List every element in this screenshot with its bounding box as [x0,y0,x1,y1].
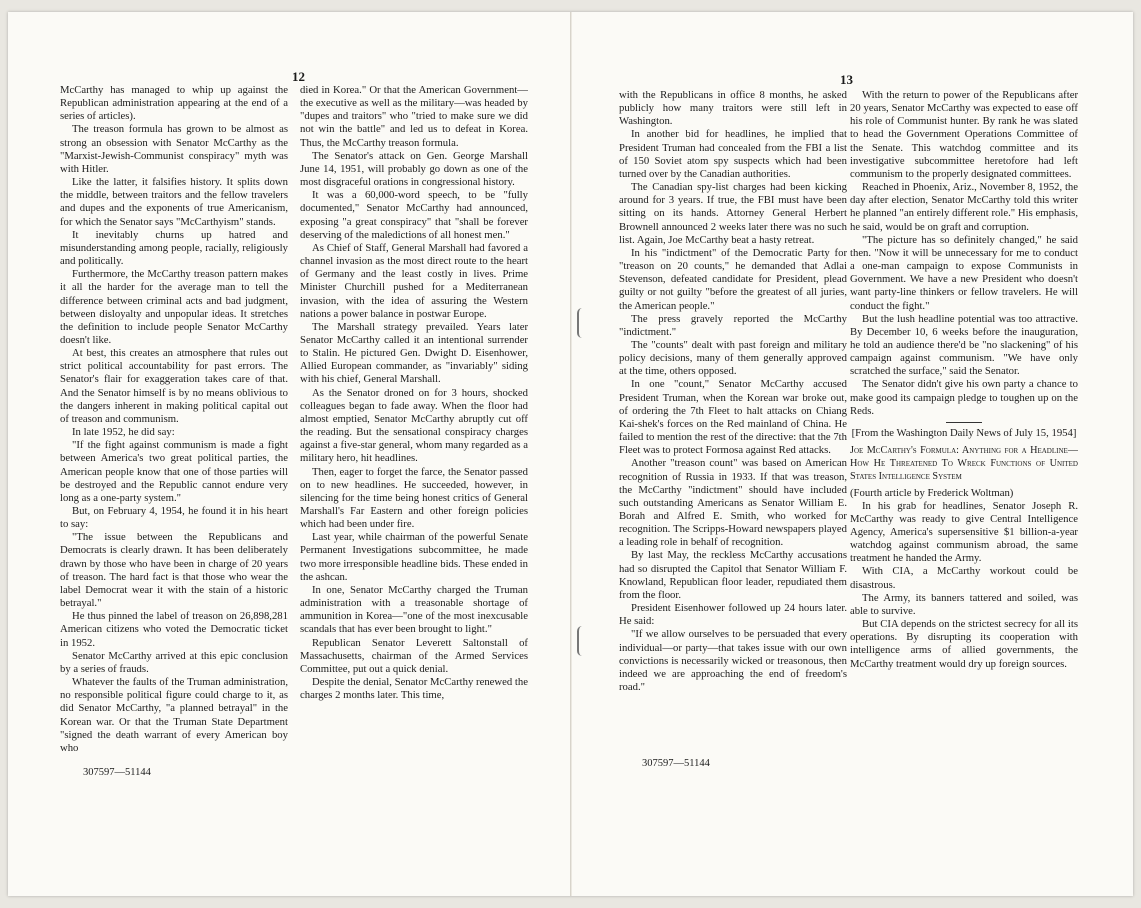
page-number-right: 13 [840,72,853,87]
paragraph: In late 1952, he did say: [72,426,175,439]
page-number-left: 12 [292,69,305,84]
left-page-column-1 [60,84,288,755]
right-page-column-1 [619,89,847,694]
paragraph: The Senator's attack on Gen. George Marshall June 14, 1951, will probably go down as one of the most disgraceful orations in congressional history. [300,149,528,189]
paragraph: "The picture has so definitely changed," he said then. "Now it will be unnecessary for me to conduct a one-man campaign to expose Communists in Government. We have a new President who doesn't want party-line thinkers or fellow travelers. He will conduct the fight." [850,233,1078,312]
paragraph: He thus pinned the label of treason on 26,898,281 American citizens who voted the Democratic ticket in 1952. [60,610,288,649]
source-line: [From the Washington Daily News of July 15, 1954] [851,426,1077,439]
paragraph: The Army, its banners tattered and soiled, was able to survive. [850,591,1078,617]
binding-clip-top [577,308,587,338]
paragraph: In one "count," Senator McCarthy accused President Truman, when the Korean war broke out, of ordering the 7th Fleet to halt attacks on Chiang Kai-shek's forces on the Red mainland of China. He failed to mention the rest of the directive: that the 7th Fleet was to protect Formosa against Red attacks. [619,378,847,457]
paragraph: In his "indictment" of the Democratic Party for "treason on 20 counts," he demanded that Adlai Stevenson, defeated candidate for President, plead guilty or not guilty "before the greatest of all juries, the American people." [619,246,847,312]
right-page-column-2 [850,89,1078,671]
paragraph: In another bid for headlines, he implied that President Truman had concealed from the FBI a list of 150 Soviet atom spy suspects which had been turned over by the Canadian authorities. [619,128,847,180]
paragraph: But the lush headline potential was too attractive. By December 10, 6 weeks before the inauguration, he told an audience there'd be "no slackening" of his campaign against communism. "We have only scratched the surface," said the Senator. [850,312,1078,378]
gutter [570,12,572,896]
page-footer-left: 307597—51144 [83,767,151,778]
paragraph: Senator McCarthy arrived at this epic conclusion by a series of frauds. [60,649,288,675]
paragraph: Despite the denial, Senator McCarthy renewed the charges 2 months later. This time, [300,676,528,702]
paragraph: It was a 60,000-word speech, to be "fully documented," Senator McCarthy had announced, exposing "a great conspiracy" that "shall be forever deserving of the maledictions of all honest men." [300,189,528,241]
paragraph: The treason formula has grown to be almost as strong an obsession with Senator McCarthy as the "Marxist-Jewish-Communist conspiracy" myth was with Hitler. [60,123,288,175]
article-headline: Joe McCarthy's Formula: Anything for a Headline—How He Threatened To Wreck Functions of United States Intelligence System [850,445,1078,483]
paragraph: With CIA, a McCarthy workout could be disastrous. [850,565,1078,591]
paragraph: The Marshall strategy prevailed. Years later Senator McCarthy called it an intentional surrender to Stalin. He pictured Gen. Dwight D. Eisenhower, Allied European commander, as "invariably" siding with his chief, General Marshall. [300,320,528,386]
paragraph: Like the latter, it falsifies history. It splits down the middle, between traitors and the fellow travelers and dupes and the exponents of true Americanism, for which the Senator says "McCarthyism" stands. [60,176,288,228]
binding-clip-bottom [577,626,587,656]
article-byline: (Fourth article by Frederick Woltman) [850,486,1014,499]
paragraph: The press gravely reported the McCarthy "indictment." [619,312,847,338]
paragraph: died in Korea." Or that the American Government—the executive as well as the military—was headed by "dupes and traitors" who "tried to make sure we did not win the battle" and led us to defeat in Korea. Thus, the McCarthy treason formula. [300,84,528,149]
paragraph: At best, this creates an atmosphere that rules out strict political accountability for past errors. The Senator's flair for exaggeration takes care of that. And the Senator himself is by no means oblivious to the dangers inherent in making political capital out of treason and communism. [60,347,288,425]
page-footer-right: 307597—51144 [642,758,710,769]
paragraph: Republican Senator Leverett Saltonstall of Massachusetts, chairman of the Armed Services Committee, put out a quick denial. [300,636,528,675]
section-divider [946,422,982,423]
paragraph: McCarthy has managed to whip up against the Republican administration appearing at the end of a series of articles). [60,84,288,123]
paragraph: "If the fight against communism is made a fight between America's two great political parties, the American people know that one of those parties will be destroyed and the Republic cannot endure very long as a one-party system." [60,439,288,504]
paragraph: In his grab for headlines, Senator Joseph R. McCarthy was ready to give Central Intelligence Agency, America's supersensitive $1 billion-a-year watchdog against communism abroad, the same treatment he handed the Army. [850,499,1078,565]
paragraph: Then, eager to forget the farce, the Senator passed on to new headlines. He succeeded, however, in silencing for the time being honest critics of General Marshall's Far Eastern and other foreign policies which had been under fire. [300,465,528,531]
paragraph: Another "treason count" was based on American recognition of Russia in 1933. If that was treason, the McCarthy "indictment" should have included such outstanding Americans as Senator William E. Borah and Alfred E. Smith, who worked for recognition. The Scripps-Howard newspapers played a leading role in behalf of recognition. [619,457,847,549]
paragraph: The "counts" dealt with past foreign and military policy decisions, many of them generally approved at the time, others opposed. [619,338,847,378]
paragraph: As Chief of Staff, General Marshall had favored a channel invasion as the most direct route to the heart of Germany and the least costly in lives. Prime Minister Churchill pushed for a Mediterranean invasion, with the idea of assuring the Western nations a power balance in postwar Europe. [300,241,528,320]
paragraph: But, on February 4, 1954, he found it in his heart to say: [60,505,288,531]
left-page-column-2 [300,84,528,702]
paragraph: Last year, while chairman of the powerful Senate Permanent Investigations subcommittee, he made two more irresponsible headline bids. These ended in the ashcan. [300,531,528,583]
paragraph: With the return to power of the Republicans after 20 years, Senator McCarthy was expected to ease off his role of Communist hunter. By rank he was slated to head the Government Operations Committee of the Senate. This watchdog committee and its investigative subcommittee heretofore had left communism to the properly designated committees. [850,89,1078,180]
paragraph: The Senator didn't give his own party a chance to make good its campaign pledge to toughen up on the Reds. [850,378,1078,417]
page-spread [8,12,1133,896]
paragraph: Reached in Phoenix, Ariz., November 8, 1952, the day after election, Senator McCarthy told this writer he planned "an entirely different role." His emphasis, he said, would be on graft and corruption. [850,181,1078,233]
paragraph: By last May, the reckless McCarthy accusations had so disrupted the Capitol that Senator William F. Knowland, Republican floor leader, repudiated them from the floor. [619,549,847,601]
paragraph: "If we allow ourselves to be persuaded that every individual—or party—that takes issue with our own convictions is necessarily wicked or treasonous, then indeed we are approaching the end of freedom's road." [619,628,847,694]
paragraph: "The issue between the Republicans and Democrats is clearly drawn. It has been deliberately drawn by those who have been in charge of 20 years of treason. The hard fact is that those who wear the label Democrat wear it with the stain of a historic betrayal." [60,531,288,610]
paragraph: with the Republicans in office 8 months, he asked publicly how many traitors were still left in Washington. [619,89,847,128]
paragraph: But CIA depends on the strictest secrecy for all its operations. By disrupting its cooperation with intelligence arms of allied governments, the McCarthy treatment would dry up foreign sources. [850,618,1078,670]
paragraph: As the Senator droned on for 3 hours, shocked colleagues began to fade away. When the floor had almost emptied, Senator McCarthy abruptly cut off the reading. But the sensational conspiracy charges against a five-star general, whom many regarded as a military hero, hit headlines. [300,386,528,465]
paragraph: It inevitably churns up hatred and misunderstanding among people, racially, religiously and politically. [60,228,288,268]
paragraph: In one, Senator McCarthy charged the Truman administration with a treasonable shortage of ammunition in Korea—"one of the most inexcusable scandals that has ever been brought to light." [300,583,528,636]
paragraph: Furthermore, the McCarthy treason pattern makes it all the harder for the average man to tell the difference between criminal acts and bad judgment, between disloyalty and unpopular ideas. It stretches the definition to include people Senator McCarthy doesn't like. [60,268,288,346]
paragraph: The Canadian spy-list charges had been kicking around for 3 years. If true, the FBI must have been sitting on its hands. Attorney General Herbert Brownell announced 2 weeks later there was no such list. Again, Joe McCarthy beat a hasty retreat. [619,181,847,246]
paragraph: President Eisenhower followed up 24 hours later. He said: [619,602,847,628]
paragraph: Whatever the faults of the Truman administration, no responsible political figure could charge to it, as did Senator McCarthy, "a planned betrayal" in the Korean war. Or that the Truman State Department "signed the death warrant of every American boy who [60,676,288,754]
